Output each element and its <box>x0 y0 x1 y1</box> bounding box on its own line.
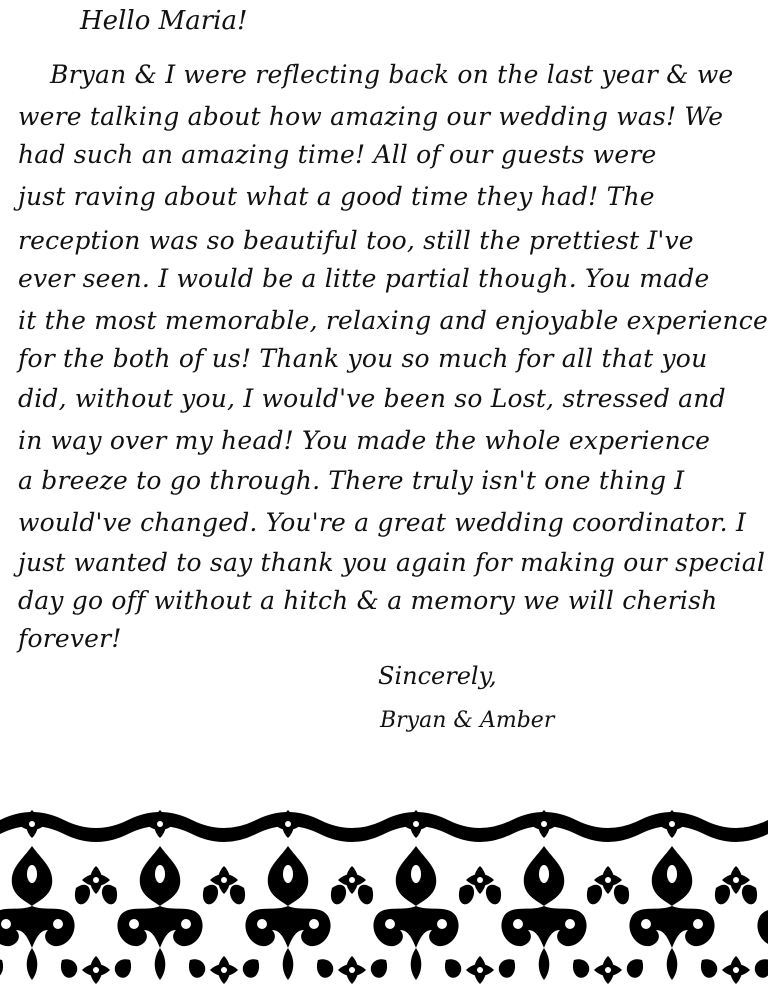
letter-line: were talking about how amazing our wedding was! We <box>18 102 724 131</box>
letter-line: would've changed. You're a great wedding coordinator. I <box>18 508 747 537</box>
letter-signature: Bryan & Amber <box>380 708 555 733</box>
letter-line: just wanted to say thank you again for making our special <box>18 548 766 577</box>
letter-line: a breeze to go through. There truly isn't one thing I <box>18 466 685 495</box>
letter-line: in way over my head! You made the whole experience <box>18 426 711 455</box>
letter-line: just raving about what a good time they had! The <box>18 182 655 211</box>
letter-closing: Sincerely, <box>378 662 497 690</box>
letter-greeting: Hello Maria! <box>80 6 248 36</box>
letter-line: reception was so beautiful too, still the prettiest I've <box>18 226 694 255</box>
damask-border-icon <box>0 800 768 994</box>
letter-line: it the most memorable, relaxing and enjoyable experience <box>18 306 768 335</box>
letter-line: for the both of us! Thank you so much for all that you <box>18 344 708 373</box>
letter-line: had such an amazing time! All of our guests were <box>18 140 657 169</box>
letter-line: forever! <box>18 624 122 653</box>
letter-line: did, without you, I would've been so Lost, stressed and <box>18 384 726 413</box>
letter-line: ever seen. I would be a litte partial though. You made <box>18 264 710 293</box>
letter-line: day go off without a hitch & a memory we will cherish <box>18 586 718 615</box>
letter-line: Bryan & I were reflecting back on the last year & we <box>50 60 734 89</box>
